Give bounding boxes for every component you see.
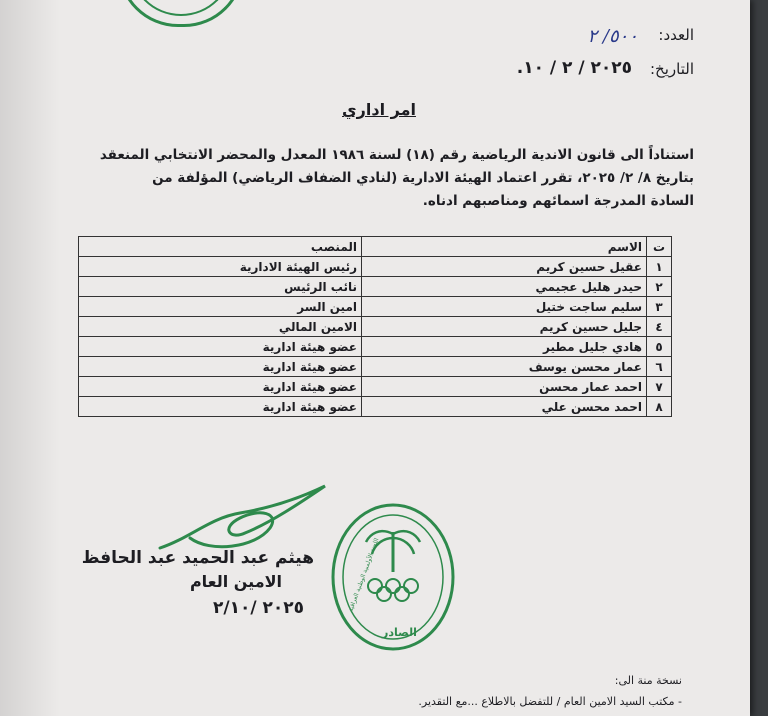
copy-to-line-1: - مكتب السيد الامين العام / للتفضل بالاطلاع ...مع التقدير. [418, 695, 682, 708]
row-name: احمد عمار محسن [362, 377, 647, 397]
row-num: ١ [647, 257, 672, 277]
body-line-1: استناداً الى قانون الاندية الرياضية رقم (١٨) لسنة ١٩٨٦ المعدل والمحضر الانتخابي المنعقد [99, 147, 694, 163]
table-row [79, 397, 672, 417]
row-position: عضو هيئة ادارية [79, 337, 362, 357]
row-position: عضو هيئة ادارية [79, 397, 362, 417]
header-position: المنصب [79, 237, 362, 257]
row-position: نائب الرئيس [79, 277, 362, 297]
signature-scribble [150, 478, 350, 558]
table-row [79, 277, 672, 297]
seal-bottom-text: الصادر [382, 626, 417, 639]
page-title: امر اداري [342, 100, 416, 119]
row-position: عضو هيئة ادارية [79, 377, 362, 397]
table-header-row [79, 237, 672, 257]
row-name: حيدر هليل عجيمي [362, 277, 647, 297]
table-row [79, 317, 672, 337]
row-name: هادي جليل مطير [362, 337, 647, 357]
row-position: امين السر [79, 297, 362, 317]
number-value: ٥٠٠/ ٢ [587, 26, 638, 47]
body-line-3: السادة المدرجة اسمائهم ومناصبهم ادناه. [422, 193, 694, 209]
top-seal-fragment [118, 0, 244, 27]
table-row [79, 257, 672, 277]
date-label: التاريخ: [650, 60, 694, 78]
copy-to-label: نسخة منة الى: [614, 674, 682, 687]
row-num: ٦ [647, 357, 672, 377]
row-num: ٥ [647, 337, 672, 357]
row-name: عقيل حسين كريم [362, 257, 647, 277]
table-row [79, 357, 672, 377]
table-row [79, 297, 672, 317]
row-num: ٣ [647, 297, 672, 317]
table-row [79, 337, 672, 357]
row-position: عضو هيئة ادارية [79, 357, 362, 377]
row-name: سليم ساجت ختيل [362, 297, 647, 317]
date-value: ٢٠٢٥ / ٢ / ١٠. [516, 58, 632, 78]
header-num: ت [647, 237, 672, 257]
signature-date: ٢٠٢٥ /٢/١٠ [213, 598, 304, 618]
row-num: ٧ [647, 377, 672, 397]
row-name: عمار محسن يوسف [362, 357, 647, 377]
members-table [78, 236, 672, 417]
body-line-2: بتاريخ ٨/ ٢/ ٢٠٢٥، تقرر اعتماد الهيئة الادارية (لنادي الضفاف الرياضي) المؤلفة من [152, 170, 694, 186]
row-num: ٤ [647, 317, 672, 337]
seal-top-text: اللجنة الأولمبية الوطنية العراقية [347, 537, 381, 613]
signatory-title: الامين العام [189, 572, 282, 591]
signatory-name: هيثم عبد الحميد عبد الحافظ [81, 548, 314, 568]
row-position: الامين المالي [79, 317, 362, 337]
row-name: جليل حسين كريم [362, 317, 647, 337]
row-name: احمد محسن علي [362, 397, 647, 417]
olympic-committee-seal [330, 502, 456, 652]
number-label: العدد: [658, 26, 694, 44]
row-num: ٢ [647, 277, 672, 297]
row-position: رئيس الهيئة الادارية [79, 257, 362, 277]
header-name: الاسم [362, 237, 647, 257]
table-row [79, 377, 672, 397]
row-num: ٨ [647, 397, 672, 417]
